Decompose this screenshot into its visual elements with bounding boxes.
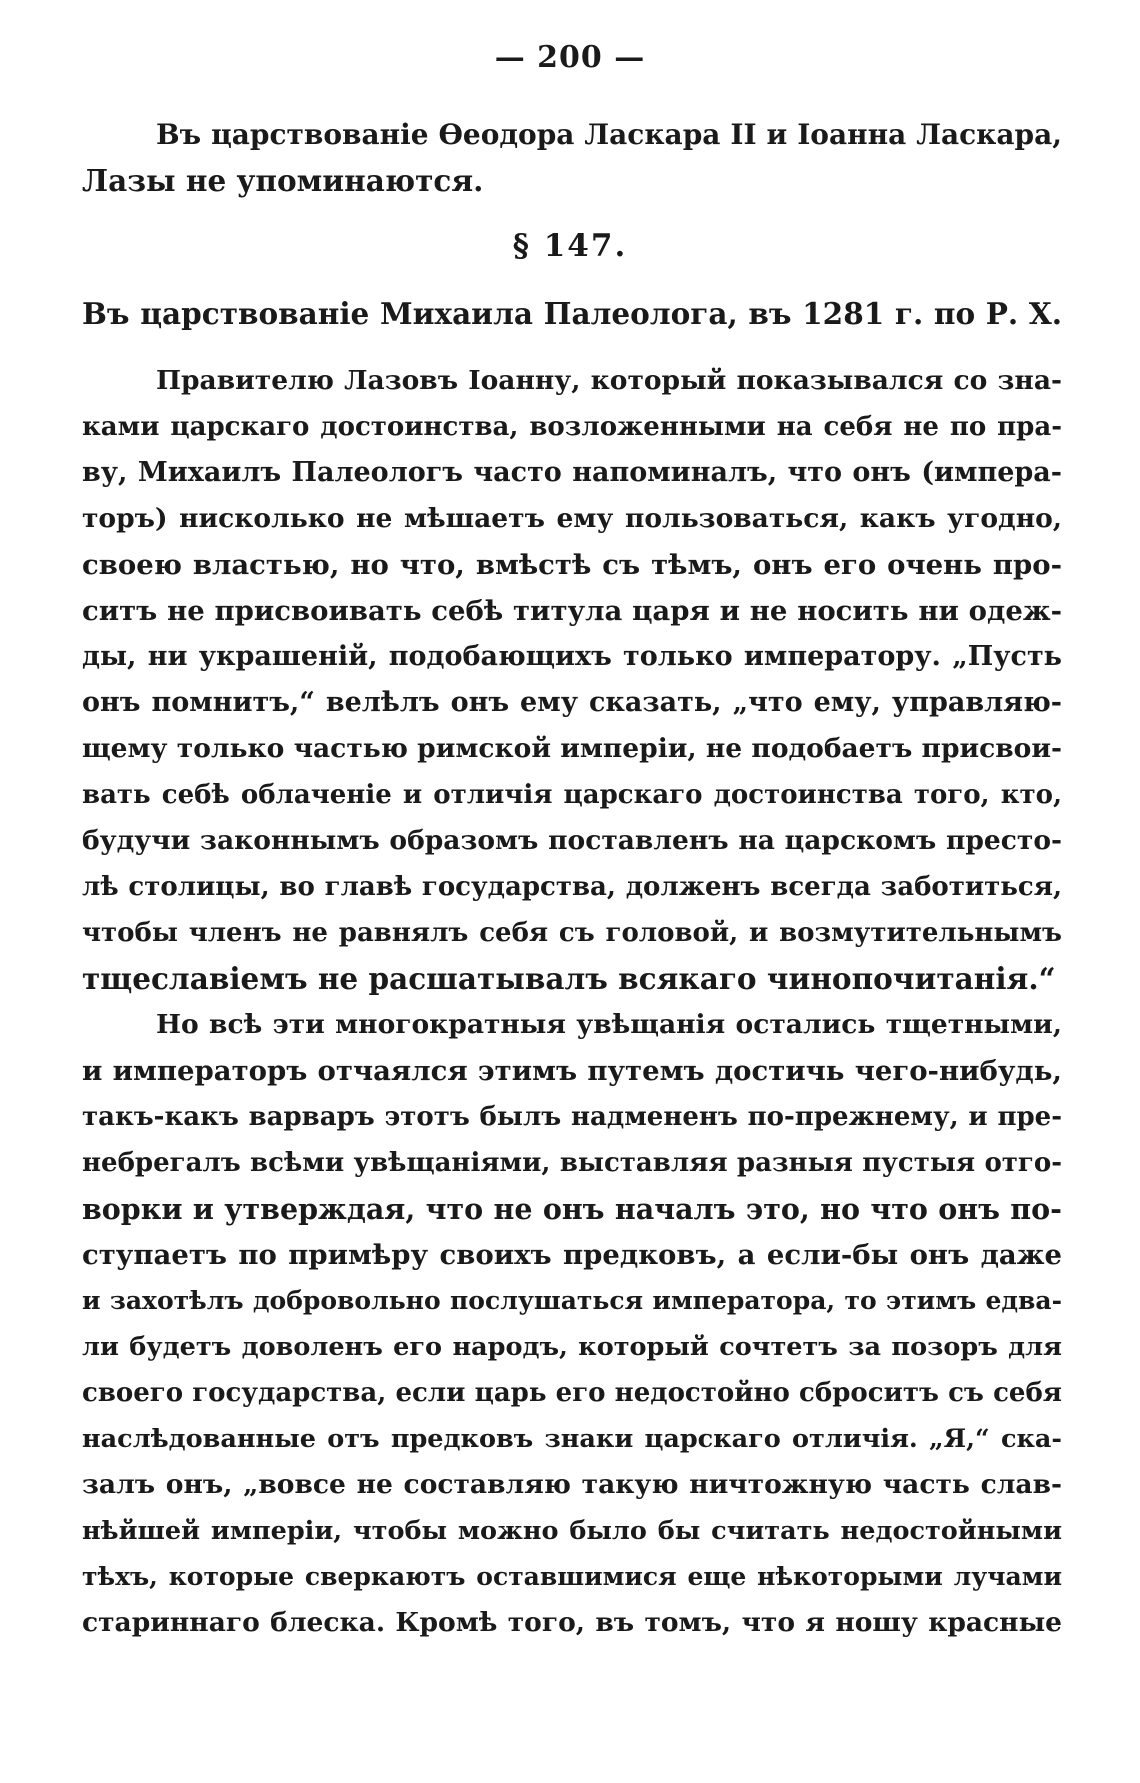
text-line: небрегалъ всѣми увѣщаніями, выставляя разныя пустыя отго-	[82, 1148, 1062, 1178]
text-line: ву, Михаилъ Палеологъ часто напоминалъ, что онъ (импера-	[82, 457, 1062, 488]
text-line: онъ помнитъ,“ велѣлъ онъ ему сказать, „что ему, управляю-	[82, 687, 1062, 718]
text-line: наслѣдованные отъ предковъ знаки царскаго отличія. „Я,“ ска-	[82, 1424, 1062, 1454]
text-line: такъ-какъ варваръ этотъ былъ надмененъ по-прежнему, и пре-	[82, 1102, 1062, 1132]
text-line: ворки и утверждая, что не онъ началъ это, но что онъ по-	[82, 1192, 1062, 1226]
text-line: торъ) нисколько не мѣшаетъ ему пользоваться, какъ угодно,	[82, 503, 1062, 534]
text-line: стариннаго блеска. Кромѣ того, въ томъ, что я ношу красные	[82, 1607, 1062, 1638]
text-line: тѣхъ, которые сверкаютъ оставшимися еще нѣкоторыми лучами	[82, 1562, 1062, 1591]
text-line: Но всѣ эти многократныя увѣщанія остались тщетными,	[156, 1009, 1062, 1040]
text-line: залъ онъ, „вовсе не составляю такую ничтожную часть слав-	[82, 1469, 1062, 1500]
paragraph-1	[82, 358, 1062, 1002]
book-page	[70, 0, 1070, 1783]
text-line: и захотѣлъ добровольно послушаться императора, то этимъ едва-	[82, 1286, 1062, 1315]
text-line: ситъ не присвоивать себѣ титула царя и не носить ни одеж-	[82, 595, 1062, 627]
text-line: ками царскаго достоинства, возложенными на себя не по пра-	[82, 412, 1062, 442]
text-line: ли будетъ доволенъ его народъ, который сочтетъ за позоръ для	[82, 1332, 1062, 1362]
text-line: и императоръ отчаялся этимъ путемъ достичь чего-нибудь,	[82, 1055, 1062, 1087]
text-line: своею властью, но что, вмѣстѣ съ тѣмъ, онъ его очень про-	[82, 549, 1062, 581]
text-line: ступаетъ по примѣру своихъ предковъ, а если-бы онъ даже	[82, 1239, 1062, 1271]
text-line: будучи законнымъ образомъ поставленъ на царскомъ престо-	[82, 825, 1062, 856]
paragraph-2	[82, 1002, 1062, 1646]
text-line: лѣ столицы, во главѣ государства, долженъ всегда заботиться,	[82, 872, 1062, 902]
section-heading: Въ царствованіе Михаила Палеолога, въ 1281 г. по Р. Х.	[82, 296, 1062, 331]
text-line: тщеславіемъ не расшатывалъ всякаго чинопочитанія.“	[82, 961, 1056, 996]
text-line: щему только частью римской имперіи, не подобаетъ присвои-	[82, 733, 1062, 764]
intro-paragraph	[82, 112, 1062, 204]
text-line: своего государства, если царь его недостойно сброситъ съ себя	[82, 1378, 1062, 1408]
text-line: нѣйшей имперіи, чтобы можно было бы считать недостойными	[82, 1516, 1062, 1546]
text-line: Лазы не упоминаются.	[82, 163, 484, 198]
text-line: ды, ни украшеній, подобающихъ только императору. „Пусть	[82, 641, 1062, 672]
page-number: — 200 —	[494, 40, 646, 75]
text-line: Въ царствованіе Ѳеодора Ласкара II и Іоанна Ласкара,	[156, 118, 1062, 151]
section-number: § 147.	[512, 228, 628, 264]
text-line: Правителю Лазовъ Іоанну, который показывался со зна-	[156, 365, 1062, 396]
text-line: чтобы членъ не равнялъ себя съ головой, и возмутительнымъ	[82, 918, 1062, 948]
text-line: вать себѣ облаченіе и отличія царскаго достоинства того, кто,	[82, 780, 1062, 810]
